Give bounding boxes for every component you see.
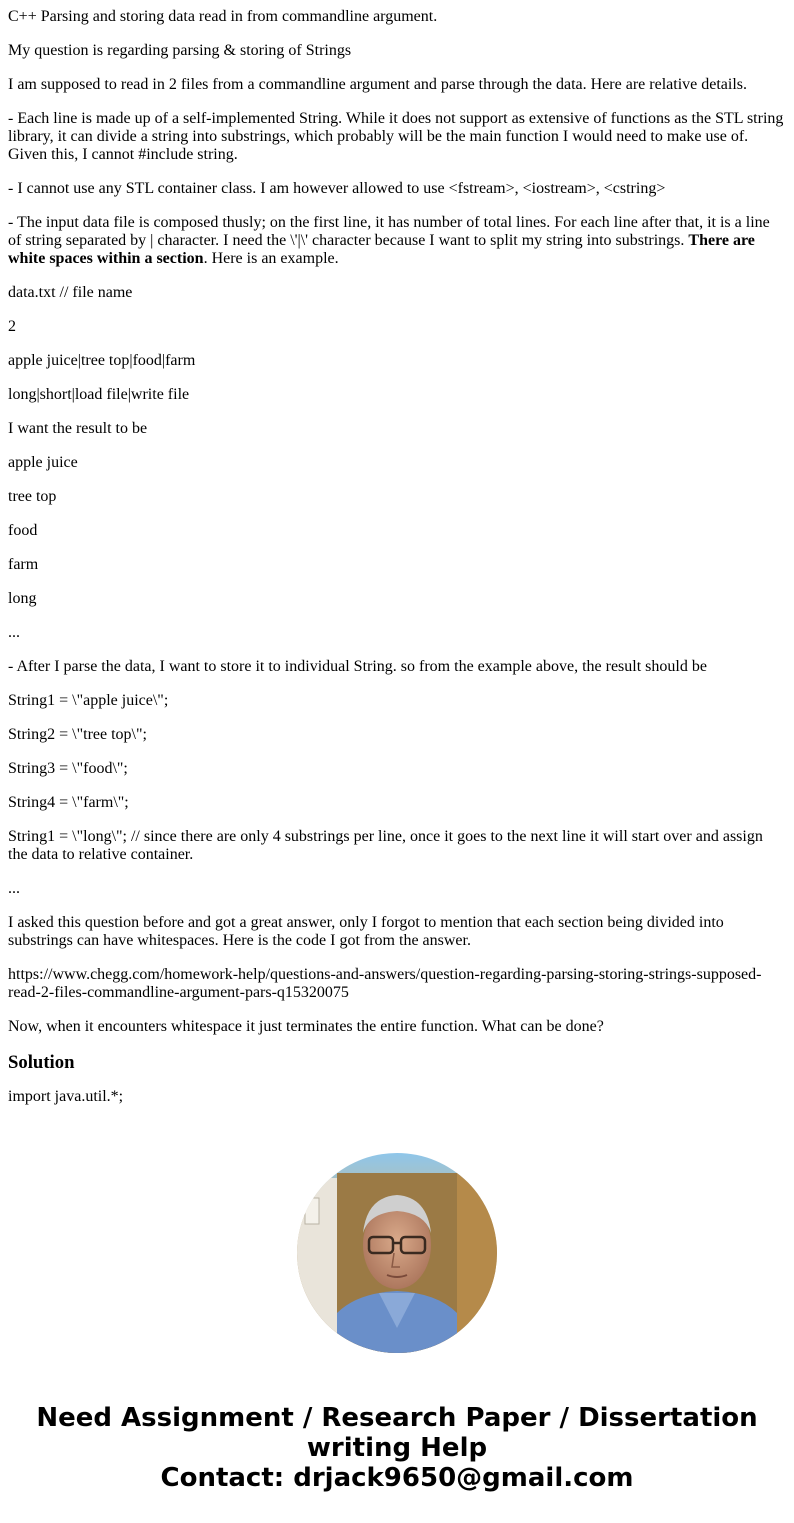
- example-line: I want the result to be: [8, 420, 148, 437]
- author-photo: [297, 1153, 497, 1353]
- example-line: apple juice|tree top|food|farm: [8, 352, 196, 369]
- example-line: apple juice: [8, 454, 78, 471]
- question-paragraph: I asked this question before and got a great answer, only I forgot to mention that each section being divided into substrings can have whitespaces. Here is the code I got from the answer.: [8, 914, 724, 949]
- example-line: food: [8, 522, 38, 539]
- assign-line: String1 = \"apple juice\";: [8, 692, 169, 709]
- promo-contact: Contact: drjack9650@gmail.com: [160, 1463, 634, 1493]
- avatar: [297, 1153, 497, 1353]
- solution-heading: Solution: [8, 1052, 75, 1073]
- assign-line: ...: [8, 880, 20, 897]
- question-paragraph: - I cannot use any STL container class. I am however allowed to use <fstream>, <iostream>, <cstring>: [8, 180, 666, 197]
- solution-code: import java.util.*;: [8, 1088, 124, 1105]
- example-line: 2: [8, 318, 16, 335]
- question-paragraph: [8, 214, 786, 268]
- promo-banner: [0, 1403, 794, 1493]
- assign-line: String2 = \"tree top\";: [8, 726, 147, 743]
- assign-line: String3 = \"food\";: [8, 760, 128, 777]
- assign-line: String1 = \"long\"; // since there are only 4 substrings per line, once it goes to the next line it will start over and assign the data to relative container.: [8, 828, 763, 863]
- promo-headline: Need Assignment / Research Paper / Dissertation writing Help: [36, 1403, 758, 1463]
- question-paragraph: - Each line is made up of a self-implemented String. While it does not support as extensive of functions as the STL string library, it can divide a string into substrings, which probably will be the main function I would need to make use of. Given this, I cannot #include string.: [8, 110, 784, 163]
- question-paragraph: Now, when it encounters whitespace it just terminates the entire function. What can be done?: [8, 1018, 604, 1035]
- question-title: C++ Parsing and storing data read in from commandline argument.: [8, 8, 438, 25]
- example-line: tree top: [8, 488, 57, 505]
- assign-line: String4 = \"farm\";: [8, 794, 129, 811]
- example-line: long: [8, 590, 37, 607]
- question-paragraph: I am supposed to read in 2 files from a commandline argument and parse through the data. Here are relative details.: [8, 76, 747, 93]
- question-paragraph: - After I parse the data, I want to store it to individual String. so from the example above, the result should be: [8, 658, 707, 675]
- paragraph-text: . Here is an example.: [203, 250, 339, 267]
- example-line: data.txt // file name: [8, 284, 133, 301]
- paragraph-text: - The input data file is composed thusly; on the first line, it has number of total lines. For each line after that, it is a line of string separated by | character. I need the \'|\' character because I want to split my string into substrings.: [8, 214, 770, 249]
- emphasis-text: There are white spaces within a section: [8, 232, 755, 267]
- question-paragraph: My question is regarding parsing & storing of Strings: [8, 42, 352, 59]
- example-line: farm: [8, 556, 39, 573]
- example-line: long|short|load file|write file: [8, 386, 190, 403]
- reference-link: https://www.chegg.com/homework-help/questions-and-answers/question-regarding-parsing-storing-strings-supposed-read-2-files-commandline-argument-pars-q15320075: [8, 966, 762, 1001]
- example-line: ...: [8, 624, 20, 641]
- portrait-image: [297, 1153, 497, 1353]
